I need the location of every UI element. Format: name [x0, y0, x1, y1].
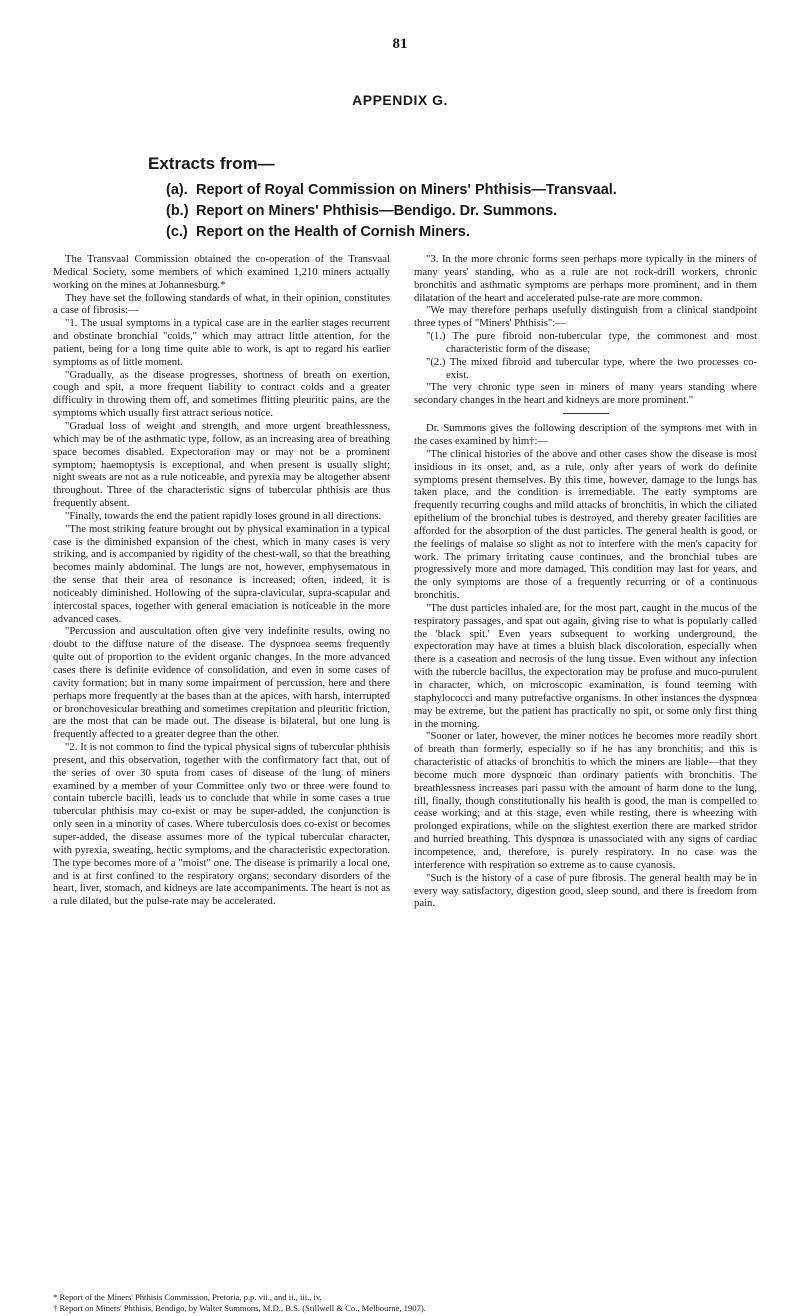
extracts-header	[148, 154, 768, 243]
extract-item-b	[148, 201, 768, 222]
paragraph: "Sooner or later, however, the miner notices he becomes more readily short of breath than formerly, especially so if he has any bronchitis; and this is characteristic of attacks of bronchitis to which the miners are liable—that they become much more dyspnœic than ordinary patients with bronchitis. The breathlessness increases pari passu with the amount of harm done to the lung, till, finally, though constitutionally his health is good, the man is compelled to cease working; and at this stage, even while resting, there is wheezing with prolonged expirations, while on the slightest exertion there are marked stridor and hurried breathing. This dyspnœa is unassociated with any signs of cardiac incompetence, and, therefore, is purely respiratory. In no case was the interference with respiration so extreme as to cause cyanosis.	[414, 730, 757, 871]
paragraph: "The dust particles inhaled are, for the most part, caught in the mucus of the respiratory passages, and spat out again, giving rise to what is popularly called the 'black spit.' Even years subsequent to working underground, the expectoration may have at times a bluish black discoloration, especially when there is a caseation and necrosis of the lung tissue. Even without any infection with the tubercle bacillus, the expectoration may be profuse and muco-purulent in character, which, on microscopic examination, is found teeming with staphylococci and many putrefactive organisms. In other instances the dyspnœa may be extreme, but the patient has practically no spit, or some only first thing in the morning.	[414, 601, 757, 730]
paragraph: "3. In the more chronic forms seen perhaps more typically in the miners of many years' standing, who as a rule are not rock-drill workers, chronic bronchitis and asthmatic symptoms are perhaps more prominent, and in them dilatation of the heart and accelerated pulse-rate are more common.	[414, 253, 757, 304]
extract-item-c	[148, 222, 768, 243]
right-column	[414, 253, 757, 910]
paragraph: "Gradually, as the disease progresses, shortness of breath on exertion, cough and spit, a more frequent liability to contract colds and a greater difficulty in throwing them off, and sometimes flitting pleuritic pains, are the symptoms which usually first attract serious notice.	[53, 368, 390, 420]
extract-label: (b.)	[166, 203, 189, 219]
extract-text: Report of Royal Commission on Miners' Phthisis—Transvaal.	[196, 182, 617, 198]
footnotes	[53, 1292, 773, 1313]
paragraph: "The most striking feature brought out by physical examination in a typical case is the diminished expansion of the chest, which in many cases is very striking, and is accompanied by rigidity of the chest-wall, so that the breathing becomes mainly abdominal. The lungs are not, however, emphysematous in the sense that their area of resonance is increased; often, indeed, it is noticeably diminished. Hollowing of the supra-clavicular, supra-scapular and intercostal spaces, together with general emaciation is noticeable in the more advanced cases.	[53, 522, 390, 625]
paragraph: "1. The usual symptoms in a typical case are in the earlier stages recurrent and obstinate bronchial "colds," which may attract little attention, for the patient, being for a long time quite able to work, is apt to regard his earlier symptoms as of little moment.	[53, 317, 390, 368]
left-column	[53, 253, 390, 908]
extract-label: (c.)	[166, 224, 188, 240]
footnote: † Report on Miners' Phthisis, Bendigo, by Walter Summons, M.D., B.S. (Stillwell & Co., Melbourne, 1907).	[53, 1302, 426, 1313]
extract-text: Report on Miners' Phthisis—Bendigo. Dr. Summons.	[196, 203, 558, 219]
paragraph: "Such is the history of a case of pure fibrosis. The general health may be in every way satisfactory, digestion good, sleep sound, and there is freedom from pain.	[414, 871, 757, 910]
extract-item-a	[148, 180, 768, 201]
section-divider	[563, 413, 609, 414]
paragraph: "Percussion and auscultation often give very indefinite results, owing no doubt to the diffuse nature of the disease. The dyspnoea seems frequently quite out of proportion to the evident organic changes. In the more advanced cases there is definite evidence of consolidation, and even in some cases of cavity formation; but in many some impairment of percussion, here and there perhaps more frequently at the bases than at the apices, with harsh, interrupted or bronchovesicular breathing and sometimes crepitation and pleuritic friction, are the most that can be made out. The disease is bilateral, but one lung is frequently affected to a greater degree than the other.	[53, 625, 390, 741]
appendix-title: APPENDIX G.	[352, 92, 448, 108]
type-list-item: "(2.) The mixed fibroid and tubercular type, where the two processes co-exist.	[426, 355, 757, 381]
paragraph: "Gradual loss of weight and strength, and more urgent breathlessness, which may be of the asthmatic type, follow, as an increasing area of breathing space becomes disabled. Expectoration may or may not be a prominent symptom; haemoptysis is exceptional, and when present is usually slight; night sweats are not as a rule noticeable, and pyrexia may be altogether absent throughout. Three of the characteristic signs of tubercular phthisis are thus frequently absent.	[53, 419, 390, 510]
paragraph: The Transvaal Commission obtained the co-operation of the Transvaal Medical Society, some members of which examined 1,210 miners actually working on the mines at Johannesburg.*	[53, 253, 390, 291]
footnote: * Report of the Miners' Phthisis Commission, Pretoria, p.p. vii., and ii., iii., iv.	[53, 1292, 322, 1302]
extracts-title: Extracts from—	[148, 154, 275, 173]
paragraph: "2. It is not common to find the typical physical signs of tubercular phthisis present, and this observation, together with the confirmatory fact that, out of the series of over 30 sputa from cases of disease of the lung of miners examined by a member of your Committee only two or three were found to contain tubercle bacilli, leads us to conclude that while in some cases a true tubercular phthisis may co-exist or may be super-added, the conjunction is only seen in a minority of cases. Where tuberculosis does co-exist or becomes super-added, the disease assumes more of the typical tubercular character, with pyrexia, sweating, hectic symptoms, and the characteristic expectoration. The type becomes more of a "moist" one. The disease is primarily a local one, and is at first confined to the respiratory organs; secondary disorders of the heart, liver, stomach, and kidneys are late accompaniments. The heart is not as a rule dilated, but the pulse-rate may be accelerated.	[53, 741, 390, 908]
paragraph: "The clinical histories of the above and other cases show the disease is most insidious in its onset, and, as a rule, only after years of work do definite symptoms present themselves. By this time, however, damage to the lungs has taken place, and the condition is irremediable. The early symptoms are frequently recurring coughs and mild attacks of bronchitis, in which the ciliated epithelium of the bronchial tubes is destroyed, and thereby greater facilities are afforded for the absorption of the dust particles. The general health is good, or the feelings of malaise so slight as not to interfere with the men's capacity for work. The primary irritating cause continues, and the bronchial tubes are progressively more and more damaged. This condition may last for years, and the only symptoms are those of a frequently recurring or of a continuous bronchitis.	[414, 447, 757, 602]
page-number: 81	[392, 36, 408, 52]
extract-text: Report on the Health of Cornish Miners.	[196, 224, 470, 240]
paragraph: Dr. Summons gives the following description of the symptons met with in the cases examined by him†:—	[414, 422, 757, 447]
paragraph: They have set the following standards of what, in their opinion, constitutes a case of fibrosis:—	[53, 291, 390, 317]
extract-label: (a).	[166, 182, 188, 198]
paragraph: "Finally, towards the end the patient rapidly loses ground in all directions.	[65, 509, 382, 522]
paragraph: "We may therefore perhaps usefully distinguish from a clinical standpoint three types of "Miners' Phthisis":—	[414, 304, 757, 330]
paragraph: "The very chronic type seen in miners of many years standing where secondary changes in the heart and kidneys are more prominent."	[414, 381, 757, 407]
type-list-item: "(1.) The pure fibroid non-tubercular type, the commonest and most characteristic form of the disease;	[426, 330, 757, 355]
